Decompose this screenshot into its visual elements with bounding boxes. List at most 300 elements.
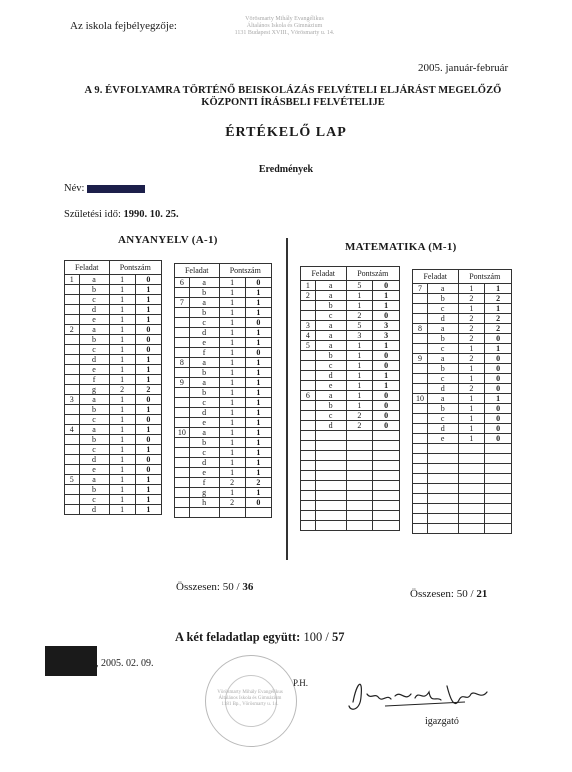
max-points: 2 bbox=[346, 421, 373, 431]
total-anyanyelv bbox=[176, 581, 253, 593]
earned-points: 1 bbox=[135, 495, 161, 505]
earned-points: 0 bbox=[485, 354, 512, 364]
table-row bbox=[301, 451, 400, 461]
max-points bbox=[346, 521, 373, 531]
task-number: 3 bbox=[301, 321, 316, 331]
task-number bbox=[413, 514, 428, 524]
table-row bbox=[413, 404, 512, 414]
school-stamp-line: Vörösmarty Mihály Evangélikus bbox=[245, 16, 324, 22]
task-number bbox=[301, 361, 316, 371]
table-row bbox=[65, 475, 162, 485]
max-points: 1 bbox=[109, 415, 135, 425]
table-row bbox=[413, 314, 512, 324]
task-number bbox=[413, 344, 428, 354]
table-row bbox=[413, 504, 512, 514]
subtask-letter: b bbox=[315, 401, 346, 411]
subtask-letter: c bbox=[79, 295, 109, 305]
earned-points: 0 bbox=[485, 334, 512, 344]
table-row bbox=[301, 331, 400, 341]
subtask-letter: c bbox=[189, 448, 219, 458]
task-number bbox=[65, 435, 80, 445]
total-score: 36 bbox=[242, 581, 254, 593]
max-points: 1 bbox=[109, 485, 135, 495]
task-number bbox=[301, 401, 316, 411]
task-number bbox=[65, 385, 80, 395]
total-label: Összesen: bbox=[176, 581, 220, 593]
task-number bbox=[175, 418, 190, 428]
table-row bbox=[301, 411, 400, 421]
table-row bbox=[301, 291, 400, 301]
task-number bbox=[413, 304, 428, 314]
subtask-letter bbox=[315, 491, 346, 501]
task-number bbox=[65, 355, 80, 365]
max-points: 1 bbox=[219, 428, 245, 438]
task-number: 3 bbox=[65, 395, 80, 405]
subtask-letter: c bbox=[79, 495, 109, 505]
table-row bbox=[175, 498, 272, 508]
table-row bbox=[175, 308, 272, 318]
subtask-letter: c bbox=[189, 398, 219, 408]
table-row bbox=[175, 428, 272, 438]
task-number bbox=[301, 511, 316, 521]
earned-points: 2 bbox=[485, 324, 512, 334]
task-number: 10 bbox=[175, 428, 190, 438]
subtask-letter: c bbox=[427, 374, 458, 384]
max-points: 1 bbox=[458, 434, 485, 444]
task-number: 4 bbox=[301, 331, 316, 341]
earned-points bbox=[245, 508, 271, 518]
max-points: 1 bbox=[219, 488, 245, 498]
subtask-letter: h bbox=[189, 498, 219, 508]
table-row bbox=[413, 524, 512, 534]
table-row bbox=[175, 338, 272, 348]
earned-points: 1 bbox=[373, 371, 400, 381]
max-points bbox=[346, 431, 373, 441]
max-points: 1 bbox=[109, 395, 135, 405]
table-row bbox=[175, 488, 272, 498]
table-row bbox=[65, 305, 162, 315]
subtask-letter: d bbox=[189, 458, 219, 468]
table-row bbox=[65, 465, 162, 475]
task-number bbox=[175, 438, 190, 448]
header-task: Feladat bbox=[301, 267, 347, 281]
table-row bbox=[413, 494, 512, 504]
score-table-anyanyelv-2 bbox=[174, 263, 272, 518]
earned-points bbox=[485, 464, 512, 474]
earned-points: 1 bbox=[135, 445, 161, 455]
total-max: 50 / bbox=[222, 581, 240, 593]
earned-points: 1 bbox=[245, 448, 271, 458]
subtask-letter: d bbox=[189, 408, 219, 418]
earned-points: 0 bbox=[135, 415, 161, 425]
max-points: 1 bbox=[109, 405, 135, 415]
task-number bbox=[413, 374, 428, 384]
earned-points: 1 bbox=[245, 488, 271, 498]
subtask-letter: b bbox=[189, 288, 219, 298]
table-row bbox=[175, 468, 272, 478]
table-header-row bbox=[301, 267, 400, 281]
subtask-letter: c bbox=[427, 414, 458, 424]
earned-points bbox=[485, 514, 512, 524]
subtask-letter: a bbox=[189, 298, 219, 308]
section-divider bbox=[286, 238, 288, 560]
max-points: 1 bbox=[109, 375, 135, 385]
max-points bbox=[458, 504, 485, 514]
task-number bbox=[413, 314, 428, 324]
max-points: 1 bbox=[219, 468, 245, 478]
task-number: 9 bbox=[175, 378, 190, 388]
table-row bbox=[65, 485, 162, 495]
earned-points bbox=[485, 524, 512, 534]
table-row bbox=[301, 471, 400, 481]
results-heading: Eredmények bbox=[258, 164, 314, 175]
subtask-letter bbox=[427, 494, 458, 504]
earned-points: 0 bbox=[373, 361, 400, 371]
earned-points: 0 bbox=[135, 435, 161, 445]
table-row bbox=[413, 324, 512, 334]
max-points bbox=[346, 501, 373, 511]
task-number bbox=[175, 448, 190, 458]
grand-total bbox=[175, 630, 344, 645]
max-points bbox=[346, 481, 373, 491]
table-row bbox=[301, 321, 400, 331]
task-number bbox=[413, 424, 428, 434]
subtask-letter: c bbox=[189, 318, 219, 328]
table-row bbox=[175, 458, 272, 468]
earned-points: 1 bbox=[135, 285, 161, 295]
earned-points bbox=[373, 521, 400, 531]
earned-points: 0 bbox=[373, 281, 400, 291]
subtask-letter: a bbox=[315, 391, 346, 401]
subtask-letter bbox=[427, 514, 458, 524]
subtask-letter: a bbox=[189, 358, 219, 368]
earned-points: 3 bbox=[373, 321, 400, 331]
earned-points: 0 bbox=[373, 391, 400, 401]
exam-period-date: 2005. január-február bbox=[418, 62, 509, 74]
earned-points: 0 bbox=[485, 384, 512, 394]
subtask-letter: d bbox=[189, 328, 219, 338]
max-points: 1 bbox=[458, 404, 485, 414]
table-row bbox=[413, 344, 512, 354]
max-points: 2 bbox=[219, 478, 245, 488]
max-points: 1 bbox=[346, 371, 373, 381]
task-number bbox=[413, 404, 428, 414]
task-number: 6 bbox=[301, 391, 316, 401]
task-number: 5 bbox=[301, 341, 316, 351]
task-number: 2 bbox=[65, 325, 80, 335]
task-number bbox=[65, 295, 80, 305]
subtask-letter bbox=[315, 471, 346, 481]
subtask-letter: a bbox=[315, 281, 346, 291]
task-number bbox=[413, 474, 428, 484]
table-row bbox=[65, 355, 162, 365]
table-row bbox=[65, 285, 162, 295]
task-number: 4 bbox=[65, 425, 80, 435]
table-row bbox=[301, 511, 400, 521]
subtask-letter bbox=[189, 508, 219, 518]
subtask-letter: d bbox=[79, 355, 109, 365]
subtask-letter bbox=[315, 501, 346, 511]
score-table-anyanyelv-1 bbox=[64, 260, 162, 515]
header-points: Pontszám bbox=[458, 270, 512, 284]
subtask-letter: c bbox=[79, 415, 109, 425]
name-label: Név: bbox=[64, 183, 85, 194]
earned-points: 0 bbox=[135, 275, 161, 285]
task-number bbox=[175, 368, 190, 378]
school-stamp-label: Az iskola fejbélyegzője: bbox=[70, 20, 177, 32]
table-row bbox=[175, 318, 272, 328]
table-row bbox=[413, 414, 512, 424]
earned-points: 1 bbox=[245, 298, 271, 308]
subtask-letter: d bbox=[315, 421, 346, 431]
max-points: 1 bbox=[219, 318, 245, 328]
max-points: 1 bbox=[458, 344, 485, 354]
max-points bbox=[346, 441, 373, 451]
table-row bbox=[413, 354, 512, 364]
subtask-letter: e bbox=[79, 365, 109, 375]
subtask-letter: c bbox=[315, 411, 346, 421]
max-points: 1 bbox=[219, 368, 245, 378]
earned-points: 0 bbox=[373, 351, 400, 361]
earned-points: 0 bbox=[135, 455, 161, 465]
subtask-letter bbox=[315, 441, 346, 451]
table-row bbox=[413, 374, 512, 384]
earned-points bbox=[485, 474, 512, 484]
seal-text bbox=[214, 690, 286, 708]
subtask-letter: a bbox=[79, 475, 109, 485]
score-table-matematika-2 bbox=[412, 269, 512, 534]
subtask-letter: b bbox=[315, 351, 346, 361]
task-number bbox=[301, 351, 316, 361]
max-points bbox=[458, 484, 485, 494]
table-row bbox=[301, 371, 400, 381]
max-points bbox=[346, 491, 373, 501]
table-row bbox=[175, 288, 272, 298]
task-number: 1 bbox=[301, 281, 316, 291]
task-number bbox=[413, 334, 428, 344]
seal-line: Vörösmarty Mihály Evangélikus bbox=[217, 690, 283, 695]
table-row bbox=[65, 425, 162, 435]
subtask-letter: b bbox=[427, 294, 458, 304]
subtask-letter: b bbox=[189, 368, 219, 378]
max-points bbox=[458, 454, 485, 464]
task-number bbox=[301, 501, 316, 511]
table-row bbox=[65, 335, 162, 345]
section-title-anyanyelv: ANYANYELV (A-1) bbox=[118, 234, 218, 246]
document-heading-line-2: KÖZPONTI ÍRÁSBELI FELVÉTELIJE bbox=[201, 97, 385, 108]
earned-points: 1 bbox=[373, 341, 400, 351]
max-points: 1 bbox=[109, 275, 135, 285]
table-row bbox=[65, 345, 162, 355]
task-number bbox=[175, 318, 190, 328]
max-points: 2 bbox=[458, 324, 485, 334]
task-number bbox=[65, 455, 80, 465]
subtask-letter: b bbox=[79, 435, 109, 445]
table-row bbox=[301, 461, 400, 471]
subtask-letter: e bbox=[189, 468, 219, 478]
subtask-letter: e bbox=[79, 315, 109, 325]
table-row bbox=[413, 364, 512, 374]
subtask-letter: d bbox=[427, 384, 458, 394]
school-stamp-line: 1131 Budapest XVIII., Vörösmarty u. 14. bbox=[234, 30, 335, 36]
task-number bbox=[65, 495, 80, 505]
earned-points: 0 bbox=[245, 348, 271, 358]
table-row bbox=[175, 378, 272, 388]
table-row bbox=[65, 505, 162, 515]
task-number bbox=[65, 365, 80, 375]
max-points: 1 bbox=[458, 414, 485, 424]
earned-points: 1 bbox=[373, 291, 400, 301]
task-number bbox=[301, 301, 316, 311]
table-row bbox=[413, 464, 512, 474]
table-header-row bbox=[175, 264, 272, 278]
subtask-letter: b bbox=[427, 334, 458, 344]
earned-points bbox=[485, 454, 512, 464]
table-row bbox=[175, 328, 272, 338]
table-row bbox=[301, 501, 400, 511]
subtask-letter: d bbox=[79, 505, 109, 515]
total-matematika bbox=[410, 588, 487, 600]
subtask-letter bbox=[315, 431, 346, 441]
earned-points: 0 bbox=[245, 318, 271, 328]
task-number bbox=[413, 294, 428, 304]
total-score: 21 bbox=[476, 588, 488, 600]
max-points: 1 bbox=[346, 361, 373, 371]
table-row bbox=[301, 401, 400, 411]
subtask-letter: e bbox=[189, 418, 219, 428]
subtask-letter: a bbox=[189, 378, 219, 388]
earned-points: 1 bbox=[245, 368, 271, 378]
subtask-letter: a bbox=[79, 275, 109, 285]
subtask-letter bbox=[427, 454, 458, 464]
subtask-letter: a bbox=[315, 341, 346, 351]
earned-points: 0 bbox=[245, 498, 271, 508]
subtask-letter: c bbox=[79, 445, 109, 455]
task-number: 1 bbox=[65, 275, 80, 285]
subtask-letter bbox=[427, 444, 458, 454]
subtask-letter: e bbox=[189, 338, 219, 348]
table-row bbox=[175, 408, 272, 418]
earned-points: 1 bbox=[485, 284, 512, 294]
total-label: Összesen: bbox=[410, 588, 454, 600]
document-title: ÉRTÉKELŐ LAP bbox=[225, 125, 347, 140]
task-number bbox=[301, 431, 316, 441]
table-row bbox=[301, 391, 400, 401]
earned-points: 0 bbox=[485, 404, 512, 414]
subtask-letter: b bbox=[79, 485, 109, 495]
table-row bbox=[175, 358, 272, 368]
task-number bbox=[65, 415, 80, 425]
subtask-letter: a bbox=[79, 425, 109, 435]
subtask-letter: g bbox=[189, 488, 219, 498]
table-row bbox=[175, 398, 272, 408]
earned-points: 0 bbox=[135, 335, 161, 345]
table-row bbox=[65, 405, 162, 415]
max-points: 2 bbox=[219, 498, 245, 508]
earned-points: 1 bbox=[245, 358, 271, 368]
task-number bbox=[175, 388, 190, 398]
earned-points: 1 bbox=[245, 418, 271, 428]
table-row bbox=[175, 368, 272, 378]
max-points: 1 bbox=[109, 305, 135, 315]
table-row bbox=[301, 381, 400, 391]
max-points bbox=[458, 444, 485, 454]
subtask-letter: e bbox=[315, 381, 346, 391]
task-number: 9 bbox=[413, 354, 428, 364]
subtask-letter: b bbox=[79, 335, 109, 345]
grand-total-max: 100 / bbox=[303, 630, 329, 644]
max-points: 1 bbox=[219, 358, 245, 368]
table-row bbox=[65, 495, 162, 505]
earned-points: 1 bbox=[485, 344, 512, 354]
table-row bbox=[301, 431, 400, 441]
earned-points: 0 bbox=[135, 395, 161, 405]
task-number bbox=[175, 338, 190, 348]
max-points: 2 bbox=[458, 294, 485, 304]
earned-points: 1 bbox=[245, 388, 271, 398]
earned-points: 1 bbox=[135, 375, 161, 385]
table-row bbox=[65, 365, 162, 375]
earned-points: 1 bbox=[245, 408, 271, 418]
grand-total-label: A két feladatlap együtt: bbox=[175, 630, 301, 644]
subtask-letter: b bbox=[189, 388, 219, 398]
table-row bbox=[65, 275, 162, 285]
table-row bbox=[301, 521, 400, 531]
table-row bbox=[65, 295, 162, 305]
task-number bbox=[413, 464, 428, 474]
table-row bbox=[301, 281, 400, 291]
table-row bbox=[301, 491, 400, 501]
max-points: 2 bbox=[458, 384, 485, 394]
birth-date-label: Születési idő: bbox=[64, 209, 121, 220]
max-points bbox=[219, 508, 245, 518]
earned-points: 1 bbox=[135, 365, 161, 375]
task-number bbox=[175, 508, 190, 518]
subtask-letter: c bbox=[427, 344, 458, 354]
total-max: 50 / bbox=[456, 588, 474, 600]
max-points: 1 bbox=[458, 304, 485, 314]
section-title-matematika: MATEMATIKA (M-1) bbox=[345, 241, 457, 253]
grand-total-score: 57 bbox=[331, 630, 345, 644]
subtask-letter: a bbox=[189, 278, 219, 288]
task-number bbox=[301, 411, 316, 421]
task-number: 7 bbox=[413, 284, 428, 294]
task-number bbox=[65, 375, 80, 385]
earned-points: 0 bbox=[373, 401, 400, 411]
task-number bbox=[301, 441, 316, 451]
max-points: 1 bbox=[219, 378, 245, 388]
max-points: 1 bbox=[109, 425, 135, 435]
earned-points bbox=[485, 444, 512, 454]
table-row bbox=[413, 514, 512, 524]
document-heading-line-1: A 9. ÉVFOLYAMRA TÖRTÉNŐ BEISKOLÁZÁS FELVÉTELI ELJÁRÁST MEGELŐZŐ bbox=[84, 85, 502, 96]
school-stamp-line: Általános Iskola és Gimnázium bbox=[246, 23, 323, 29]
max-points: 2 bbox=[458, 354, 485, 364]
subtask-letter bbox=[315, 461, 346, 471]
subtask-letter bbox=[427, 474, 458, 484]
earned-points: 1 bbox=[245, 438, 271, 448]
subtask-letter: a bbox=[315, 331, 346, 341]
max-points: 1 bbox=[109, 295, 135, 305]
subtask-letter: d bbox=[79, 305, 109, 315]
table-header-row bbox=[413, 270, 512, 284]
max-points: 1 bbox=[219, 288, 245, 298]
earned-points bbox=[485, 494, 512, 504]
table-row bbox=[413, 334, 512, 344]
director-label: igazgató bbox=[425, 716, 459, 727]
subtask-letter: c bbox=[315, 311, 346, 321]
earned-points: 1 bbox=[135, 405, 161, 415]
